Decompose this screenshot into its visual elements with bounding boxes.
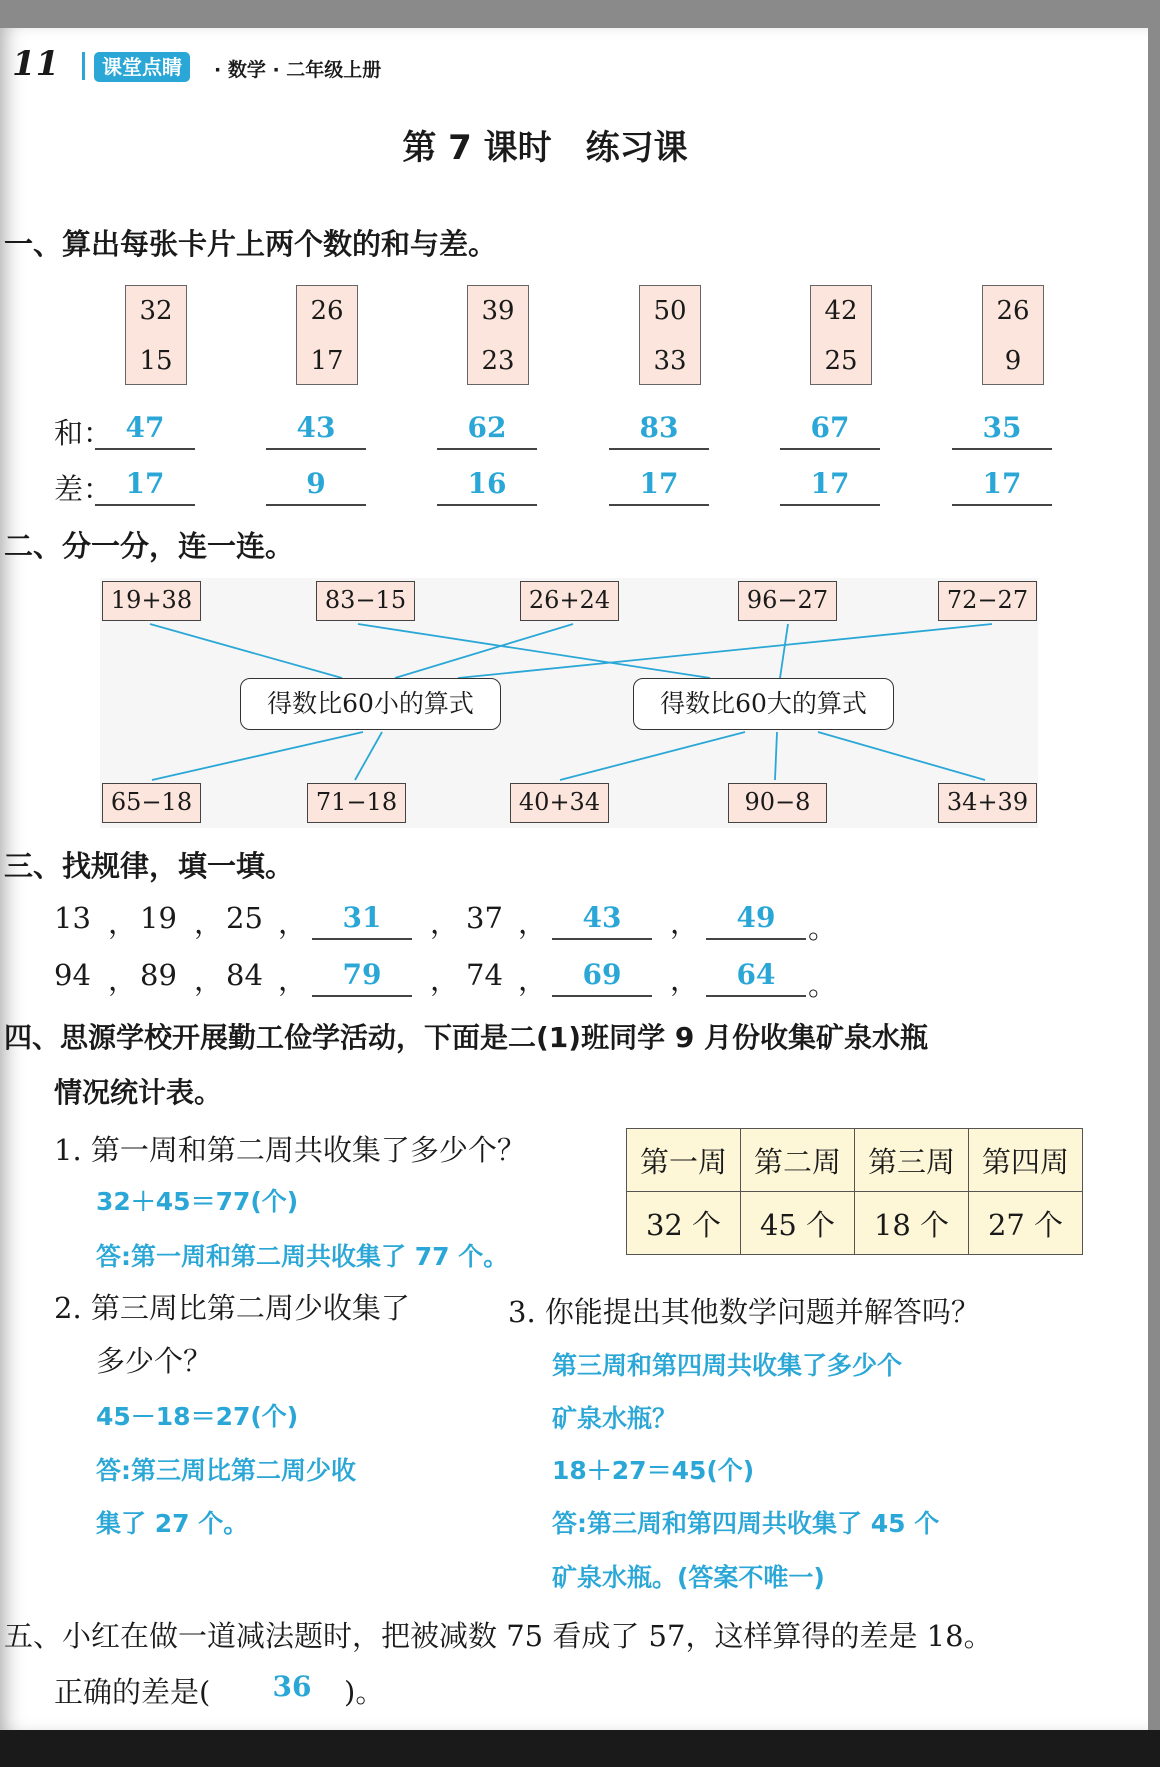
diff-answer: 9 [306, 467, 326, 500]
diff-label: 差： [54, 472, 113, 506]
seq1-blank-1 [312, 938, 412, 940]
seq2-n1: 94 [54, 958, 91, 992]
page-edge-shadow [0, 1730, 1160, 1767]
expr-bottom-4: 90−8 [728, 783, 827, 823]
q1-text: 1. 第一周和第二周共收集了多少个？ [54, 1133, 526, 1167]
expr-top-3: 26+24 [520, 581, 619, 621]
seq1-period: 。 [808, 911, 838, 945]
seq1-n3: 25 [226, 901, 263, 935]
section-2-title: 二、分一分，连一连。 [4, 529, 295, 563]
line-71-18-less [355, 732, 382, 780]
expr-top-5: 72−27 [938, 581, 1037, 621]
diff-answer: 17 [125, 467, 165, 500]
q1-answer: 答:第一周和第二周共收集了 77 个。 [96, 1242, 509, 1271]
seq1-blank-3 [706, 938, 806, 940]
expr-top-1: 19+38 [102, 581, 201, 621]
seq2-n4: 74 [466, 958, 503, 992]
stats-value: 32 个 [627, 1192, 741, 1255]
stats-header: 第一周 [627, 1129, 741, 1192]
q3-text: 3. 你能提出其他数学问题并解答吗？ [508, 1295, 980, 1329]
sum-answer: 43 [296, 411, 336, 444]
card-top-number: 26 [310, 296, 344, 326]
diff-answer: 17 [810, 467, 850, 500]
card-bottom-number: 25 [824, 346, 858, 376]
seq2-blank-1 [312, 995, 412, 997]
stats-value: 27 个 [969, 1192, 1083, 1255]
seq2-n2: 89 [140, 958, 177, 992]
card-bottom-number: 15 [139, 346, 173, 376]
stats-table [626, 1128, 1083, 1255]
seq1-n1: 13 [54, 901, 91, 935]
line-90-8-more [775, 732, 777, 780]
sum-answer: 83 [639, 411, 679, 444]
q2-line2: 多少个？ [96, 1344, 213, 1378]
expr-bottom-3: 40+34 [510, 783, 609, 823]
diff-answer: 17 [639, 467, 679, 500]
page-number: 11 [12, 44, 60, 84]
seq1-c1: ， [108, 906, 138, 940]
line-65-18-less [152, 732, 363, 780]
card-top-number: 26 [996, 296, 1030, 326]
q3-calc: 18＋27＝45(个) [552, 1456, 755, 1485]
seq1-c2: ， [194, 906, 224, 940]
seq2-period: 。 [808, 968, 838, 1002]
card-top-number: 42 [824, 296, 858, 326]
expr-bottom-1: 65−18 [102, 783, 201, 823]
card-bottom-number: 23 [481, 346, 515, 376]
seq1-c3: ， [278, 906, 308, 940]
seq2-n3: 84 [226, 958, 263, 992]
seq1-c5: ， [518, 906, 548, 940]
card-top-number: 32 [139, 296, 173, 326]
card-top-number: 50 [653, 296, 687, 326]
q3-answer-3: 答:第三周和第四周共收集了 45 个 [552, 1509, 940, 1538]
section-5-prefix: 正确的差是( [54, 1675, 211, 1709]
section-1-title: 一、算出每张卡片上两个数的和与差。 [4, 227, 498, 261]
expr-top-4: 96−27 [738, 581, 837, 621]
q2-line1: 2. 第三周比第二周少收集了 [54, 1291, 410, 1325]
seq2-c3: ， [278, 963, 308, 997]
seq2-c4: ， [430, 963, 460, 997]
stats-value: 45 个 [741, 1192, 855, 1255]
section-5-line1: 五、小红在做一道减法题时，把被减数 75 看成了 57，这样算得的差是 18。 [4, 1619, 993, 1653]
seq1-blank-2 [552, 938, 652, 940]
seq1-answer-2: 43 [582, 901, 622, 934]
book-subtitle: · 数学 · 二年级上册 [214, 59, 382, 81]
stats-value: 18 个 [855, 1192, 969, 1255]
line-96-27-more [780, 624, 788, 678]
q3-answer-2: 矿泉水瓶？ [552, 1404, 678, 1433]
expr-top-2: 83−15 [316, 581, 415, 621]
card-bottom-number: 33 [653, 346, 687, 376]
card-bottom-number: 9 [1004, 346, 1022, 376]
stats-header: 第三周 [855, 1129, 969, 1192]
q3-answer-4: 矿泉水瓶。(答案不唯一) [552, 1563, 825, 1592]
stats-value-row [627, 1192, 1083, 1255]
line-19+38-more [150, 624, 342, 678]
card-bottom-number: 17 [310, 346, 344, 376]
section-5-answer: 36 [272, 1670, 312, 1703]
section-3-title: 三、找规律，填一填。 [4, 849, 295, 883]
series-badge: 课堂点睛 [94, 52, 190, 82]
section-5-suffix: )。 [344, 1675, 385, 1709]
q2-answer-2: 集了 27 个。 [96, 1509, 249, 1538]
seq2-answer-3: 64 [736, 958, 776, 991]
lesson-title: 第 7 课时 练习课 [402, 128, 688, 168]
seq2-c6: ， [670, 963, 700, 997]
seq2-answer-2: 69 [582, 958, 622, 991]
card-top-number: 39 [481, 296, 515, 326]
seq2-blank-3 [706, 995, 806, 997]
q3-answer-1: 第三周和第四周共收集了多少个 [552, 1351, 903, 1380]
seq1-answer-3: 49 [736, 901, 776, 934]
seq1-c4: ， [430, 906, 460, 940]
category-less-than-60: 得数比60小的算式 [240, 678, 501, 730]
expr-bottom-2: 71−18 [307, 783, 406, 823]
diff-answer: 16 [467, 467, 507, 500]
q1-calc: 32＋45＝77(个) [96, 1187, 299, 1216]
sum-answer: 62 [467, 411, 507, 444]
seq1-n4: 37 [466, 901, 503, 935]
sum-answer: 35 [982, 411, 1022, 444]
expr-bottom-5: 34+39 [938, 783, 1037, 823]
stats-header-row [627, 1129, 1083, 1192]
q2-answer-1: 答:第三周比第二周少收 [96, 1456, 356, 1485]
seq2-c2: ， [194, 963, 224, 997]
sum-answer: 47 [125, 411, 165, 444]
line-34+39-more [818, 732, 985, 780]
sum-label: 和： [54, 416, 113, 450]
seq1-c6: ， [670, 906, 700, 940]
diff-answer: 17 [982, 467, 1022, 500]
seq2-c1: ， [108, 963, 138, 997]
sum-answer: 67 [810, 411, 850, 444]
q2-calc: 45－18＝27(个) [96, 1402, 299, 1431]
category-more-than-60: 得数比60大的算式 [633, 678, 894, 730]
seq1-answer-1: 31 [342, 901, 382, 934]
seq2-blank-2 [552, 995, 652, 997]
stats-header: 第四周 [969, 1129, 1083, 1192]
seq1-n2: 19 [140, 901, 177, 935]
section-4-title-line1: 四、思源学校开展勤工俭学活动，下面是二(1)班同学 9 月份收集矿泉水瓶 [4, 1021, 929, 1054]
stats-header: 第二周 [741, 1129, 855, 1192]
line-40+34-more [560, 732, 745, 780]
section-4-title-line2: 情况统计表。 [54, 1076, 223, 1109]
seq2-c5: ， [518, 963, 548, 997]
seq2-answer-1: 79 [342, 958, 382, 991]
